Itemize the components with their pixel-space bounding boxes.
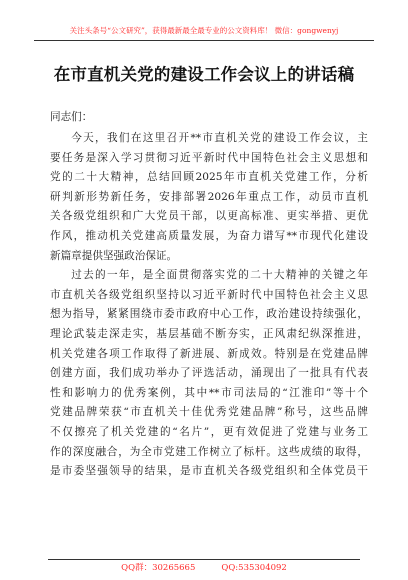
text-line: 今天，我们在这里召开**市直机关党的建设工作会议，主 xyxy=(71,132,368,144)
text-line: 作风，推动机关党建高质量发展，为奋力谱写**市现代化建设 xyxy=(50,229,368,242)
footer-divider xyxy=(48,559,360,560)
text-line: 市直机关各级党组织坚持以习近平新时代中国特色社会主义思 xyxy=(50,288,368,301)
document-title: 在市直机关党的建设工作会议上的讲话稿 xyxy=(53,65,355,84)
header-divider xyxy=(34,40,374,41)
paragraph-1 xyxy=(50,129,368,266)
text-line: 不仅擦亮了机关党建的“名片”，更有效促进了党建与业务工 xyxy=(50,425,368,438)
text-line: 作的深度融合，为全市党建工作树立了标杆。这些成绩的取得， xyxy=(50,445,368,458)
text-line: 性和影响力的优秀案例，其中**市司法局的“江淮印”等十个 xyxy=(50,386,368,399)
footer-contacts xyxy=(0,562,408,574)
qq-number-label: QQ:535304092 xyxy=(221,563,287,573)
text-line: 是市委坚强领导的结果，是市直机关各级党组织和全体党员干 xyxy=(50,465,368,478)
text-line: 研判新形势新任务，安排部署2026年重点工作，动员市直机 xyxy=(50,190,368,203)
text-line: 关各级党组织和广大党员干部，以更高标准、更实举措、更优 xyxy=(50,210,368,223)
text-line: 想为指导，紧紧围绕市委市政府中心工作，政治建设持续强化， xyxy=(50,308,368,321)
text-line: 党建品牌荣获“市直机关十佳优秀党建品牌”称号，这些品牌 xyxy=(50,406,368,419)
text-line: 机关党建各项工作取得了新进展、新成效。特别是在党建品牌 xyxy=(50,347,368,360)
salutation: 同志们： xyxy=(50,111,93,123)
text-line: 理论武装走深走实，基层基础不断夯实，正风肃纪纵深推进， xyxy=(50,327,368,340)
text-line: 要任务是深入学习贯彻习近平新时代中国特色社会主义思想和 xyxy=(50,151,368,164)
header-promo-note: 关注头条号“公文研究”，获得最新最全最专业的公文资料库！ 微信：gongwenyj xyxy=(69,26,339,35)
text-line: 创建方面，我们成功举办了评选活动，涌现出了一批具有代表 xyxy=(50,367,368,380)
text-line: 新篇章提供坚强政治保证。 xyxy=(50,249,178,262)
qq-group-label: QQ群：30265665 xyxy=(121,563,196,573)
paragraph-2 xyxy=(50,266,368,482)
document-body xyxy=(50,108,368,482)
text-line: 党的二十大精神，总结回顾2025年市直机关党建工作，分析 xyxy=(50,171,368,184)
text-line: 过去的一年，是全面贯彻落实党的二十大精神的关键之年 xyxy=(71,269,368,282)
